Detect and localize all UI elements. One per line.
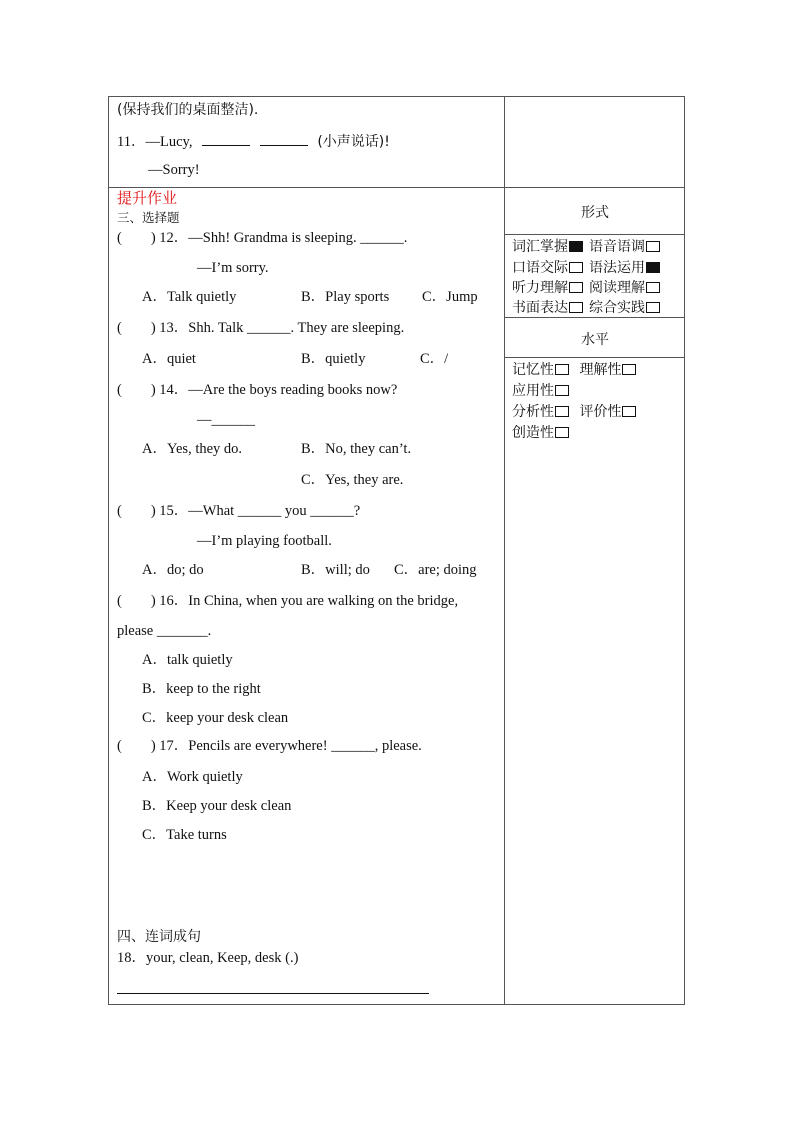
level-header: 水平 [581,332,609,348]
form-item-practice[interactable]: 综合实践 [589,297,660,317]
q17-option-b[interactable]: B．Keep your desk clean [142,798,292,814]
q17-option-a[interactable]: A．Work quietly [142,769,243,785]
form-item-grammar[interactable]: 语法运用 [589,257,660,277]
worksheet-table [108,96,685,1005]
form-header-divider [505,234,684,235]
form-row-4 [512,297,666,317]
checkbox[interactable] [555,385,569,396]
checkbox[interactable] [555,406,569,417]
q14-reply: —______ [197,412,255,428]
q18-prompt: 18．your, clean, Keep, desk (.) [117,950,299,966]
checkbox[interactable] [569,302,583,313]
level-row-4 [512,422,575,442]
form-row-1 [512,236,666,256]
checkbox[interactable] [622,364,636,375]
level-item-evaluation[interactable]: 评价性 [579,401,636,421]
q15-reply: —I’m playing football. [197,533,332,549]
q13-stem: ( ) 13．Shh. Talk ______. They are sleeping. [117,320,405,336]
level-row-2 [512,380,575,400]
checkbox[interactable] [555,427,569,438]
checkbox[interactable] [646,282,660,293]
q11-blank-1[interactable] [202,131,250,146]
q12-reply: —I’m sorry. [197,260,269,276]
checkbox[interactable] [569,262,583,273]
q17-stem: ( ) 17．Pencils are everywhere! ______, please. [117,738,422,754]
form-body-divider [505,317,684,318]
row-divider [109,187,684,188]
checkbox-checked[interactable] [646,262,660,273]
checkbox-checked[interactable] [569,241,583,252]
checkbox[interactable] [646,302,660,313]
q11-blank-2[interactable] [260,131,308,146]
q16-option-b[interactable]: B．keep to the right [142,681,261,697]
form-item-pronunciation[interactable]: 语音语调 [589,236,660,256]
q16-stem: ( ) 16．In China, when you are walking on the bridge, [117,593,459,609]
section-title: 提升作业 [117,189,178,207]
q14-option-b[interactable]: B．No, they can’t. [301,441,412,457]
q12-stem: ( ) 12．—Shh! Grandma is sleeping. ______. [117,230,408,246]
q13-option-c[interactable]: C．/ [420,351,449,367]
q13-option-b[interactable]: B．quietly [301,351,366,367]
checkbox[interactable] [646,241,660,252]
top-line: (保持我们的桌面整洁). [117,102,259,118]
checkbox[interactable] [555,364,569,375]
level-item-analysis[interactable]: 分析性 [512,401,569,421]
q12-option-a[interactable]: A．Talk quietly [142,289,237,305]
form-row-2 [512,257,666,277]
q12-option-c[interactable]: C．Jump [422,289,478,305]
level-row-1 [512,359,642,379]
level-item-memory[interactable]: 记忆性 [512,359,569,379]
section3-title: 三、选择题 [117,210,180,225]
level-item-application[interactable]: 应用性 [512,380,569,400]
form-item-writing[interactable]: 书面表达 [512,297,583,317]
form-item-oral[interactable]: 口语交际 [512,257,583,277]
q16-option-c[interactable]: C．keep your desk clean [142,710,289,726]
level-item-creation[interactable]: 创造性 [512,422,569,442]
section4-title: 四、连词成句 [117,929,201,945]
q17-option-c[interactable]: C．Take turns [142,827,227,843]
form-item-listening[interactable]: 听力理解 [512,277,583,297]
q11-prefix: 11．—Lucy, [117,134,193,150]
q12-option-b[interactable]: B．Play sports [301,289,390,305]
level-row-3 [512,401,642,421]
q14-option-c[interactable]: C．Yes, they are. [301,472,404,488]
form-item-vocabulary[interactable]: 词汇掌握 [512,236,583,256]
checkbox[interactable] [569,282,583,293]
q15-option-a[interactable]: A．do; do [142,562,204,578]
q11-reply: —Sorry! [148,162,200,178]
q15-option-b[interactable]: B．will; do [301,562,370,578]
checkbox[interactable] [622,406,636,417]
q13-option-a[interactable]: A．quiet [142,351,196,367]
q16-option-a[interactable]: A．talk quietly [142,652,233,668]
q14-option-a[interactable]: A．Yes, they do. [142,441,243,457]
level-item-understanding[interactable]: 理解性 [579,359,636,379]
level-header-divider [505,357,684,358]
form-item-reading[interactable]: 阅读理解 [589,277,660,297]
q16-stem-continued: please _______. [117,623,212,639]
q11-hint: (小声说话)! [317,134,390,150]
q18-answer-line[interactable] [117,993,429,994]
question-11 [117,131,390,151]
q15-option-c[interactable]: C．are; doing [394,562,477,578]
form-header: 形式 [581,205,609,221]
q15-stem: ( ) 15．—What ______ you ______? [117,503,361,519]
q14-stem: ( ) 14．—Are the boys reading books now? [117,382,398,398]
form-row-3 [512,277,666,297]
